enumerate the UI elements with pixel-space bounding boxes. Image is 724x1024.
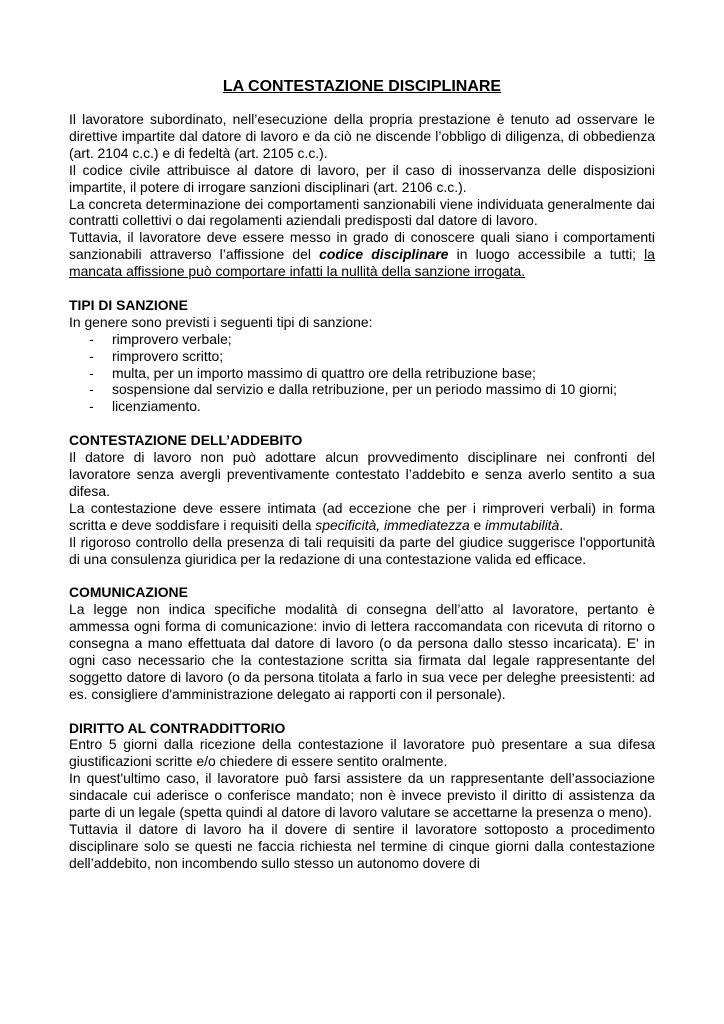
list-item-text: sospensione dal servizio e dalla retribuzione, per un periodo massimo di 10 giorni; (112, 381, 617, 398)
requisiti-italic-2: immutabilità (485, 516, 560, 533)
section-heading-tipi: TIPI DI SANZIONE (69, 296, 188, 313)
requisiti-italic-1: specificità, immediatezza (315, 516, 470, 533)
intro-p4-text-c: in luogo accessibile a tutti; (448, 246, 645, 263)
list-item-text: licenziamento. (112, 398, 201, 415)
intro-p4-text-a: Tuttavia, il lavoratore deve essere messo in grado di conoscere quali siano i comportamenti sanzionabili attraverso l’affissione del (69, 229, 655, 263)
addebito-p2-text-e: . (559, 516, 564, 533)
list-item-text: rimprovero scritto; (112, 347, 224, 364)
spacer (69, 280, 655, 297)
addebito-paragraph-2 (69, 500, 655, 534)
dash-bullet: - (89, 364, 94, 381)
dash-bullet: - (89, 330, 94, 347)
codice-disciplinare-term: codice disciplinare (319, 246, 449, 263)
comunicazione-paragraph-1: La legge non indica specifiche modalità di consegna dell’atto al lavoratore, pertanto è ammessa ogni forma di comunicazione: invio di lettera raccomandata con ricevuta di ritorno o consegna a mano effettuata dal datore di lavoro (o da persona dallo stesso incaricata). E' in ogni caso necessario che la contestazione scritta sia firmata dal legale rappresentante del soggetto datore di lavoro (o da persona titolata a farlo in sua vece per deleghe preesistenti: ad es. consigliere d'amministrazione delegato ai rapporti con il personale). (69, 601, 655, 702)
list-item-text: multa, per un importo massimo di quattro ore della retribuzione base; (112, 364, 536, 381)
intro-paragraph-1: Il lavoratore subordinato, nell’esecuzione della propria prestazione è tenuto ad osservare le direttive impartite dal datore di lavoro e da ciò ne discende l’obbligo di diligenza, di obbedienza (art. 2104 c.c.) e di fedeltà (art. 2105 c.c.). (69, 111, 655, 161)
list-item-text: rimprovero verbale; (112, 330, 232, 347)
addebito-p2-text-c: e (469, 516, 486, 533)
addebito-p2-text-a: La contestazione deve essere intimata (ad eccezione che per i rimproveri verbali) in forma scritta e deve soddisfare i requisiti della (69, 499, 655, 533)
dash-bullet: - (89, 347, 94, 364)
intro-paragraph-2: Il codice civile attribuisce al datore di lavoro, per il caso di inosservanza delle disposizioni impartite, il potere di irrogare sanzioni disciplinari (art. 2106 c.c.). (69, 161, 655, 195)
spacer (69, 567, 655, 584)
dash-bullet: - (89, 398, 94, 415)
document-body (69, 111, 655, 872)
intro-paragraph-3: La concreta determinazione dei comportamenti sanzionabili viene individuata generalmente dai contratti collettivi o dai regolamenti aziendali predisposti dal datore di lavoro. (69, 195, 655, 229)
spacer (69, 415, 655, 432)
section-heading-contraddittorio: DIRITTO AL CONTRADDITTORIO (69, 719, 286, 736)
spacer (69, 703, 655, 720)
contraddittorio-paragraph-1: Entro 5 giorni dalla ricezione della contestazione il lavoratore può presentare a sua difesa giustificazioni scritte e/o chiedere di essere sentito oralmente. (69, 736, 655, 770)
list-item (69, 348, 655, 365)
nullita-underlined-text: la mancata affissione può comportare infatti la nullità della sanzione irrogata. (69, 246, 655, 280)
tipi-lead: In genere sono previsti i seguenti tipi di sanzione: (69, 313, 373, 330)
section-heading-addebito: CONTESTAZIONE DELL’ADDEBITO (69, 432, 303, 449)
intro-paragraph-4 (69, 229, 655, 280)
addebito-paragraph-3: Il rigoroso controllo della presenza di tali requisiti da parte del giudice suggerisce l'opportunità di una consulenza giuridica per la redazione di una contestazione valida ed efficace. (69, 533, 655, 567)
contraddittorio-paragraph-3: Tuttavia il datore di lavoro ha il dovere di sentire il lavoratore sottoposto a procedimento disciplinare solo se questi ne faccia richiesta nel termine di cinque giorni dalla contestazione dell’addebito, non incombendo sullo stesso un autonomo dovere di (69, 821, 655, 871)
list-item (69, 331, 655, 348)
document-title: LA CONTESTAZIONE DISCIPLINARE (222, 78, 502, 95)
addebito-paragraph-1: Il datore di lavoro non può adottare alcun provvedimento disciplinare nei confronti del lavoratore senza avergli preventivamente contestato l’addebito e senza averlo sentito a sua difesa. (69, 449, 655, 499)
sanction-list (69, 331, 655, 416)
list-item (69, 398, 655, 415)
section-heading-comunicazione: COMUNICAZIONE (69, 584, 188, 601)
list-item (69, 365, 655, 382)
dash-bullet: - (89, 381, 94, 398)
list-item (69, 381, 655, 398)
contraddittorio-paragraph-2: In quest'ultimo caso, il lavoratore può farsi assistere da un rappresentante dell’associazione sindacale cui aderisce o conferisce mandato; non è invece previsto il diritto di assistenza da parte di un legale (spetta quindi al datore di lavoro valutare se accettarne la presenza o meno). (69, 770, 655, 821)
